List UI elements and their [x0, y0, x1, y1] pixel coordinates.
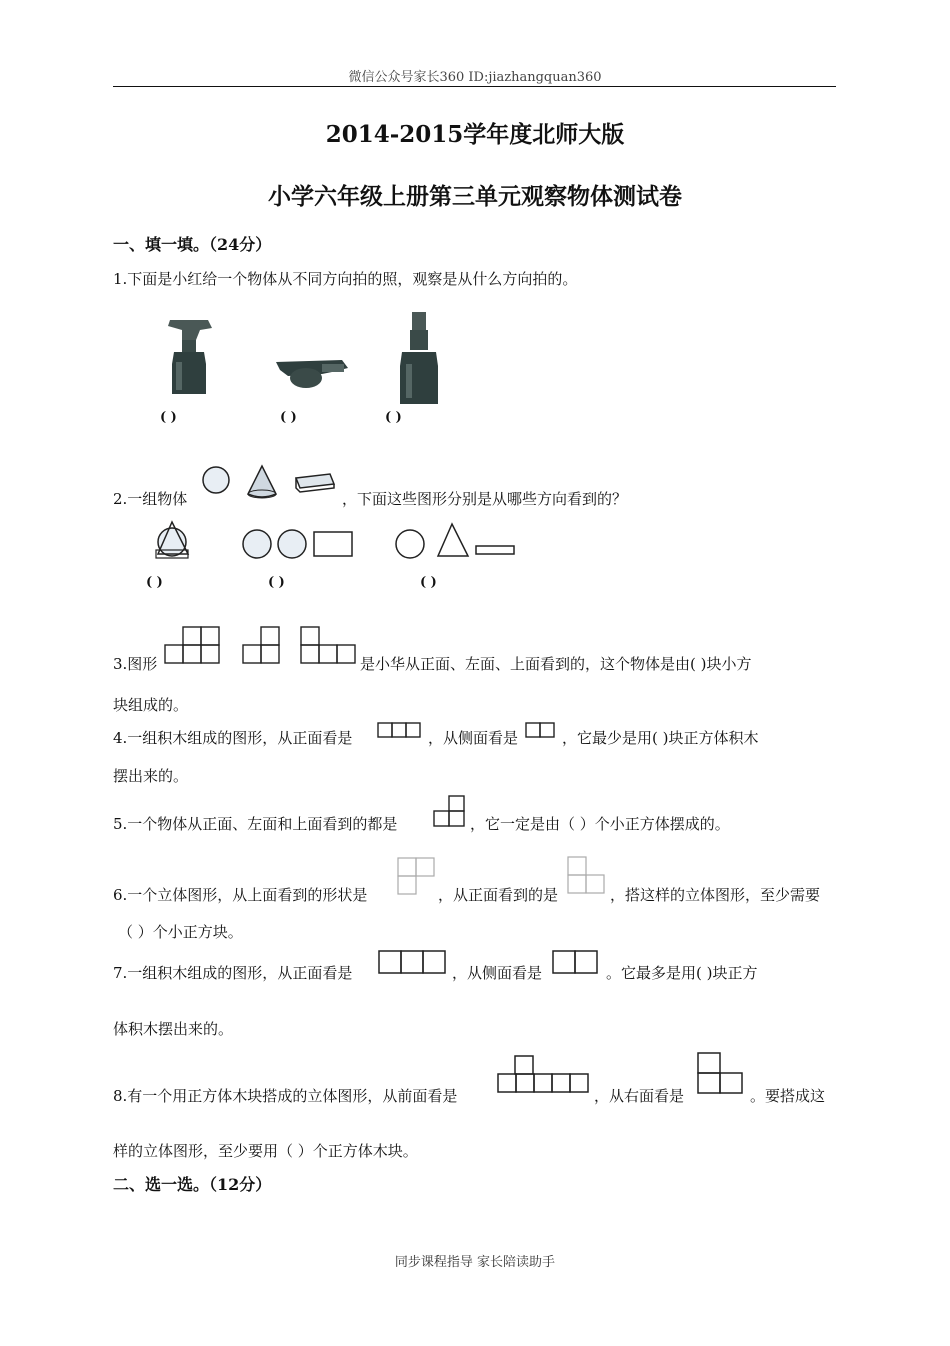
q4-front-view-grid — [377, 722, 423, 740]
question-2-suffix: ，下面这些图形分别是从哪些方向看到的？ — [342, 490, 628, 508]
question-6-middle: ，从正面看到的是 — [438, 886, 559, 904]
question-8-prefix: 8.有一个用正方体木块搭成的立体图形，从前面看是 — [113, 1087, 458, 1105]
header-rule — [113, 86, 836, 87]
q1-blank-2[interactable]: ( ) — [280, 410, 297, 425]
q3-three-views-grid — [165, 625, 360, 667]
q6-front-view-grid — [567, 856, 607, 894]
question-8-suffix: 。要搭成这 — [750, 1087, 826, 1105]
page-title-line1: 2014-2015学年度北师大版 — [325, 121, 625, 148]
q4-side-view-grid — [525, 722, 557, 740]
question-8-middle: ，从右面看是 — [594, 1087, 685, 1105]
q7-side-view-grid — [552, 950, 600, 976]
section-heading-choose: 二、选一选。（12分） — [113, 1175, 272, 1194]
question-6-suffix: ，搭这样的立体图形，至少需要 — [610, 886, 821, 904]
question-7-prefix: 7.一组积木组成的图形，从正面看是 — [113, 964, 353, 982]
q7-front-view-grid — [378, 950, 448, 976]
question-8-line2: 样的立体图形，至少要用（ ）个正方体木块。 — [113, 1142, 418, 1160]
question-4-prefix: 4.一组积木组成的图形，从正面看是 — [113, 729, 353, 747]
spray-bottle-top-photo — [272, 352, 352, 392]
q5-view-grid — [433, 795, 467, 827]
question-3-suffix: 是小华从正面、左面、上面看到的，这个物体是由( )块小方 — [360, 655, 752, 673]
question-2-prefix: 2.一组物体 — [113, 490, 188, 508]
question-7-line2: 体积木摆出来的。 — [113, 1020, 234, 1038]
page-footer: 同步课程指导 家长陪读助手 — [394, 1255, 556, 1270]
question-6-prefix: 6.一个立体图形，从上面看到的形状是 — [113, 886, 368, 904]
q1-blank-1[interactable]: ( ) — [160, 410, 177, 425]
header-watermark: 微信公众号家长360 ID:jiazhangquan360 — [348, 70, 602, 85]
q2-blank-3[interactable]: ( ) — [420, 575, 437, 590]
q2-blank-1[interactable]: ( ) — [146, 575, 163, 590]
q8-front-view-grid — [497, 1055, 593, 1097]
page-title-line2: 小学六年级上册第三单元观察物体测试卷 — [268, 183, 682, 210]
question-1-text: 1.下面是小红给一个物体从不同方向拍的照，观察是从什么方向拍的。 — [113, 270, 578, 288]
question-7-suffix: 。它最多是用( )块正方 — [606, 964, 758, 982]
question-4-middle: ，从侧面看是 — [428, 729, 519, 747]
spray-bottle-side-photo — [394, 308, 444, 408]
question-5-suffix: ，它一定是由（ ）个小正方体摆成的。 — [470, 815, 730, 833]
question-7-middle: ，从侧面看是 — [452, 964, 543, 982]
question-5-prefix: 5.一个物体从正面、左面和上面看到的都是 — [113, 815, 398, 833]
q2-objects-sphere-cone-cuboid — [200, 462, 340, 502]
question-4-line2: 摆出来的。 — [113, 767, 189, 785]
q8-right-view-grid — [697, 1052, 745, 1096]
question-6-line2: （ ）个小正方块。 — [118, 923, 243, 941]
question-4-suffix: ，它最少是用( )块正方体积木 — [562, 729, 759, 747]
q6-top-view-grid — [397, 857, 437, 895]
q2-blank-2[interactable]: ( ) — [268, 575, 285, 590]
q1-blank-3[interactable]: ( ) — [385, 410, 402, 425]
question-3-prefix: 3.图形 — [113, 655, 158, 673]
spray-bottle-front-photo — [160, 312, 220, 402]
q2-views-figures — [152, 520, 522, 562]
question-3-line2: 块组成的。 — [113, 696, 189, 714]
section-heading-fill: 一、填一填。（24分） — [113, 235, 272, 254]
